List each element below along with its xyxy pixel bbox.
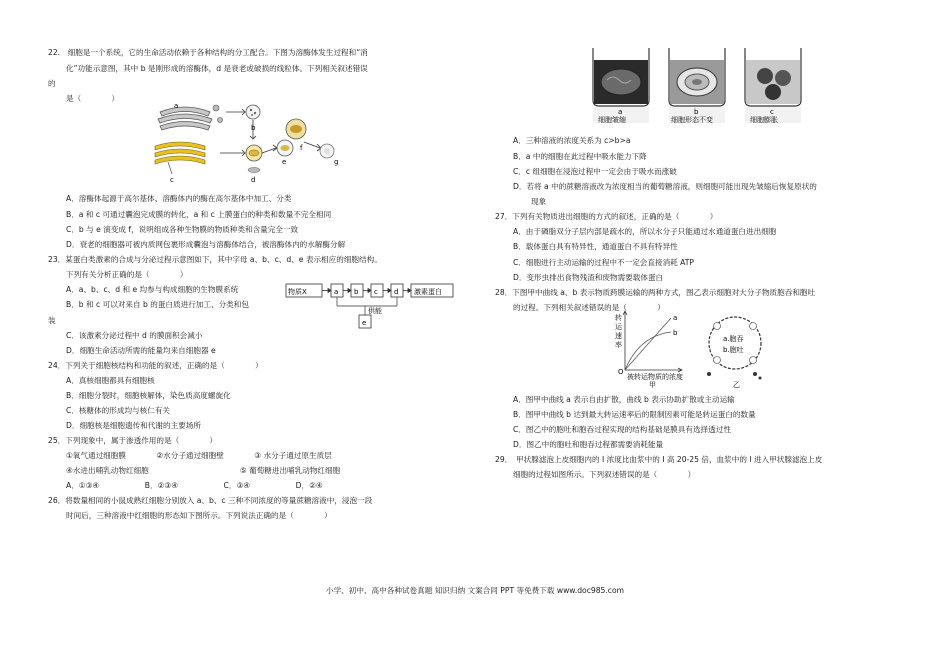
q25-items-row2: ④水进出哺乳动物红细胞 ⑤ 葡萄糖进出哺乳动物红细胞 <box>66 466 341 475</box>
q26-option-d-cont: 现象 <box>531 197 547 206</box>
beaker-b <box>669 48 725 106</box>
graph-caption-jia: 甲 <box>649 381 656 388</box>
fig-label-c: c <box>170 176 174 184</box>
q27-option-c: C．细胞进行主动运输的过程中不一定会直接消耗 ATP <box>513 258 695 267</box>
legend-a: a.胞吞 <box>723 335 744 343</box>
transport-rate-graph <box>615 311 683 388</box>
q25-items-row1: ①氧气通过细胞膜 ②水分子通过细胞壁 ③ 水分子通过原生质层 <box>66 451 332 460</box>
q24-stem: 24．下列关于细胞核结构和功能的叙述，正确的是（ ） <box>48 361 263 370</box>
beaker-c <box>745 48 801 106</box>
curve-b <box>625 332 671 370</box>
beaker-caption-b: 细胞形态不变 <box>671 116 713 124</box>
q22-option-b: B．a 和 c 可通过囊泡完成膜的转化，a 和 c 上膜蛋白的种类和数量不完全相同 <box>66 210 332 219</box>
endoplasmic-reticulum <box>155 142 205 164</box>
flow-box-b: b <box>354 288 359 296</box>
graph-ylabel-2: 运 <box>615 323 622 331</box>
beaker-caption-c: 细胞膨胀 <box>750 116 778 124</box>
fig-label-a: a <box>174 102 179 110</box>
q26-stem-line1: 26．将数量相同的小鼠成熟红细胞分别放入 a、b、c 三种不同浓度的等量蔗糖溶液中，浸泡一段 <box>48 496 373 505</box>
legend-b: b.胞吐 <box>723 346 744 354</box>
q22-option-c: C．b 与 e 演变成 f，说明组成各种生物膜的物质种类和含量完全一致 <box>66 225 299 234</box>
flow-supply: 供能 <box>368 307 382 315</box>
flow-start: 物质X <box>288 288 307 296</box>
flow-box-d: d <box>394 288 399 296</box>
q24-option-b: B．细胞分裂时，细胞核解体，染色质高度螺旋化 <box>66 391 231 400</box>
q26-option-c: C．c 组细胞在浸泡过程中一定会由于吸水而涨破 <box>513 167 677 176</box>
q23-stem-line2: 下列有关分析正确的是（ ） <box>66 270 188 279</box>
q28-option-b: B．图甲中曲线 b 达到最大转运速率后的限制因素可能是转运蛋白的数量 <box>513 410 756 419</box>
flow-box-c: c <box>374 288 378 296</box>
lysosome-b <box>246 105 260 119</box>
graph-ylabel-3: 速 <box>615 332 622 340</box>
beaker-letter-a: a <box>618 108 623 116</box>
q26-option-d: D．若将 a 中的蔗糖溶液改为浓度相当的葡萄糖溶液，则细胞可能出现先皱缩后恢复原状的 <box>513 182 817 191</box>
red-cell-beakers-figure <box>585 44 810 124</box>
q22-option-d: D．衰老的细胞器可被内质网包裹形成囊泡与溶酶体结合，被溶酶体内的水解酶分解 <box>66 240 346 249</box>
q23-option-c: C．该激素分泌过程中 d 的膜面积会减小 <box>66 331 203 340</box>
graph-curve-b-label: b <box>673 329 678 337</box>
q25-options: A．①③④ B．②③④ C．③④ D．②④ <box>66 481 323 490</box>
q22-option-a: A．溶酶体起源于高尔基体、溶酶体内的酶在高尔基体中加工、分类 <box>66 194 292 203</box>
q27-stem: 27．下列有关物质进出细胞的方式的叙述，正确的是（ ） <box>495 212 718 221</box>
q27-option-a: A．由于磷脂双分子层内部是疏水的，所以水分子只能通过水通道蛋白进出细胞 <box>513 227 777 236</box>
beaker-caption-a: 细胞皱缩 <box>598 116 626 124</box>
mitochondrion <box>248 168 260 173</box>
flow-end: 激素蛋白 <box>414 288 442 296</box>
lysosome-diagram <box>150 98 350 188</box>
fig-label-b: b <box>251 124 256 132</box>
q28-stem-line1: 28．下图甲中曲线 a、b 表示物质跨膜运输的两种方式，图乙表示细胞对大分子物质胞吞和胞吐 <box>495 288 816 297</box>
q29-stem-line1: 29． 甲状腺滤泡上皮细胞内的 I 浓度比血浆中的 I 高 20-25 倍，血浆中的 I 进入甲状腺滤泡上皮 <box>495 455 823 464</box>
fig-label-e: e <box>282 158 287 166</box>
graph-ylabel-1: 转 <box>615 314 622 322</box>
q22-stem-line2: 化”功能示意图，其中 b 是刚形成的溶酶体，d 是衰老或破损的线粒体。下列相关叙述错误 <box>66 64 368 73</box>
transport-figure <box>605 308 775 388</box>
beaker-a <box>593 48 649 106</box>
flow-box-a: a <box>334 288 339 296</box>
q25-stem: 25．下列现象中，属于渗透作用的是（ ） <box>48 436 218 445</box>
endo-exocytosis-cell <box>707 317 762 388</box>
golgi-apparatus <box>158 107 212 130</box>
curve-a <box>625 318 671 370</box>
q24-option-c: C．核糖体的形成均与核仁有关 <box>66 406 171 415</box>
graph-ylabel-4: 率 <box>615 341 622 349</box>
hormone-synthesis-flowchart <box>285 282 455 330</box>
fig-label-f: f <box>300 144 303 152</box>
q23-option-a: A．a、b、c、d 和 e 均参与构成细胞的生物膜系统 <box>66 285 239 294</box>
q26-option-b: B．a 中的细胞在此过程中吸水能力下降 <box>513 152 647 161</box>
cell-caption-yi: 乙 <box>733 381 740 388</box>
beaker-letter-b: b <box>694 108 699 116</box>
q22-stem-line3: 的 <box>48 79 56 88</box>
q28-option-c: C．图乙中的胞吐和胞吞过程实现的结构基础是膜具有选择透过性 <box>513 425 731 434</box>
q24-option-a: A．真核细胞都具有细胞核 <box>66 376 155 385</box>
q28-stem-line2: 的过程。下列相关叙述错误的是（ ） <box>513 303 665 312</box>
q23-option-b: B．b 和 c 可以对来自 b 的蛋白质进行加工、分类和包 <box>66 300 249 309</box>
fig-label-g: g <box>334 158 339 166</box>
q24-option-d: D．细胞核是细胞遗传和代谢的主要场所 <box>66 421 201 430</box>
graph-curve-a-label: a <box>673 314 678 322</box>
q22-stem-line1: 22. 细胞是一个系统，它的生命活动依赖于各种结构的分工配合。下图为溶酶体发生过程和“消 <box>48 48 368 57</box>
q27-option-d: D．变形虫排出食物残渣和废物需要载体蛋白 <box>513 273 664 282</box>
q28-option-a: A．图甲中曲线 a 表示自由扩散，曲线 b 表示协助扩散或主动运输 <box>513 395 735 404</box>
q29-stem-line2: 细胞的过程如图所示。下列叙述错误的是（ ） <box>513 470 696 479</box>
q23-stem-line1: 23．某蛋白类激素的合成与分泌过程示意图如下，其中字母 a、b、c、d、e 表示相应的细胞结构。 <box>48 255 382 264</box>
graph-xlabel: 被转运物质的浓度 <box>627 373 683 381</box>
q23-option-d: D．细胞生命活动所需的能量均来自细胞器 e <box>66 346 216 355</box>
q22-stem-line4: 是（ ） <box>66 94 120 103</box>
page-footer: 小学、初中、高中各种试卷真题 知识归纳 文案合同 PPT 等免费下载 www.doc985.com <box>325 586 624 595</box>
flow-box-e: e <box>362 319 367 327</box>
q27-option-b: B．载体蛋白具有特异性，通道蛋白不具有特异性 <box>513 242 678 251</box>
fig-label-d: d <box>251 176 256 184</box>
q28-option-d: D．图乙中的胞吐和胞吞过程都需要消耗能量 <box>513 440 664 449</box>
beaker-letter-c: c <box>770 108 774 116</box>
q26-option-a: A．三种溶液的浓度关系为 c>b>a <box>513 136 631 145</box>
q26-stem-line2: 时间后，三种溶液中红细胞的形态如下图所示。下列说法正确的是（ ） <box>66 511 332 520</box>
q23-option-b-cont: 装 <box>48 316 56 325</box>
graph-origin: O <box>618 368 624 376</box>
